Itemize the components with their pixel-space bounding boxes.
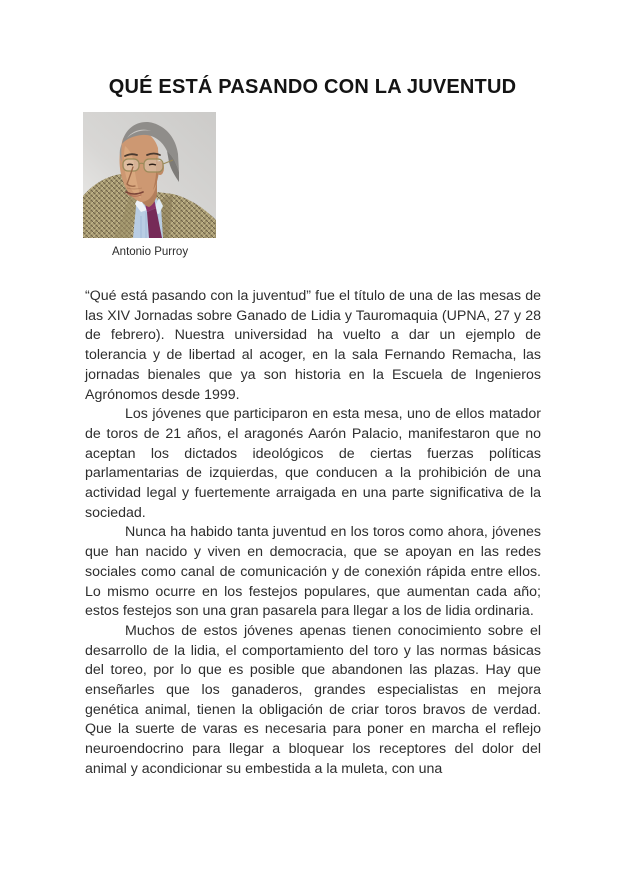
paragraph-3: Nunca ha habido tanta juventud en los toros como ahora, jóvenes que han nacido y viven en democracia, que se apoyan en las redes sociales como canal de comunicación y de conexión rápida entre ellos. Lo mismo ocurre en los festejos populares, que aumentan cada año; estos festejos son una gran pasarela para llegar a los de lidia ordinaria. <box>85 524 541 620</box>
paragraph-1: “Qué está pasando con la juventud” fue el título de una de las mesas de las XIV Jornadas sobre Ganado de Lidia y Tauromaquia (UPNA, 27 y 28 de febrero). Nuestra universidad ha vuelto a dar un ejemplo de tolerancia y de libertad al acoger, en la sala Fernando Remacha, las jornadas bienales que ya son historia en la Escuela de Ingenieros Agrónomos desde 1999. <box>85 288 541 403</box>
author-photo <box>83 112 216 238</box>
paragraph-4: Muchos de estos jóvenes apenas tienen conocimiento sobre el desarrollo de la lidia, el comportamiento del toro y las normas básicas del toreo, por lo que es posible que abandonen las plazas. Hay que enseñarles que los ganaderos, grandes especialistas en mejora genética animal, tienen la obligación de criar toros bravos de verdad. Que la suerte de varas es necesaria para poner en marcha el reflejo neuroendocrino para llegar a bloquear los receptores del dolor del animal y acondicionar su embestida a la muleta, con una <box>85 622 541 777</box>
article-body <box>85 287 541 780</box>
document-title: QUÉ ESTÁ PASANDO CON LA JUVENTUD <box>108 76 517 98</box>
photo-caption: Antonio Purroy <box>112 246 189 258</box>
paragraph-2: Los jóvenes que participaron en esta mesa, uno de ellos matador de toros de 21 años, el aragonés Aarón Palacio, manifestaron que no aceptan los dictados ideológicos de ciertas fuerzas políticas parlamentarias de izquierdas, que conducen a la prohibición de una actividad legal y fuertemente arraigada en una parte significativa de la sociedad. <box>85 406 541 521</box>
portrait-photo-svg <box>83 112 216 238</box>
